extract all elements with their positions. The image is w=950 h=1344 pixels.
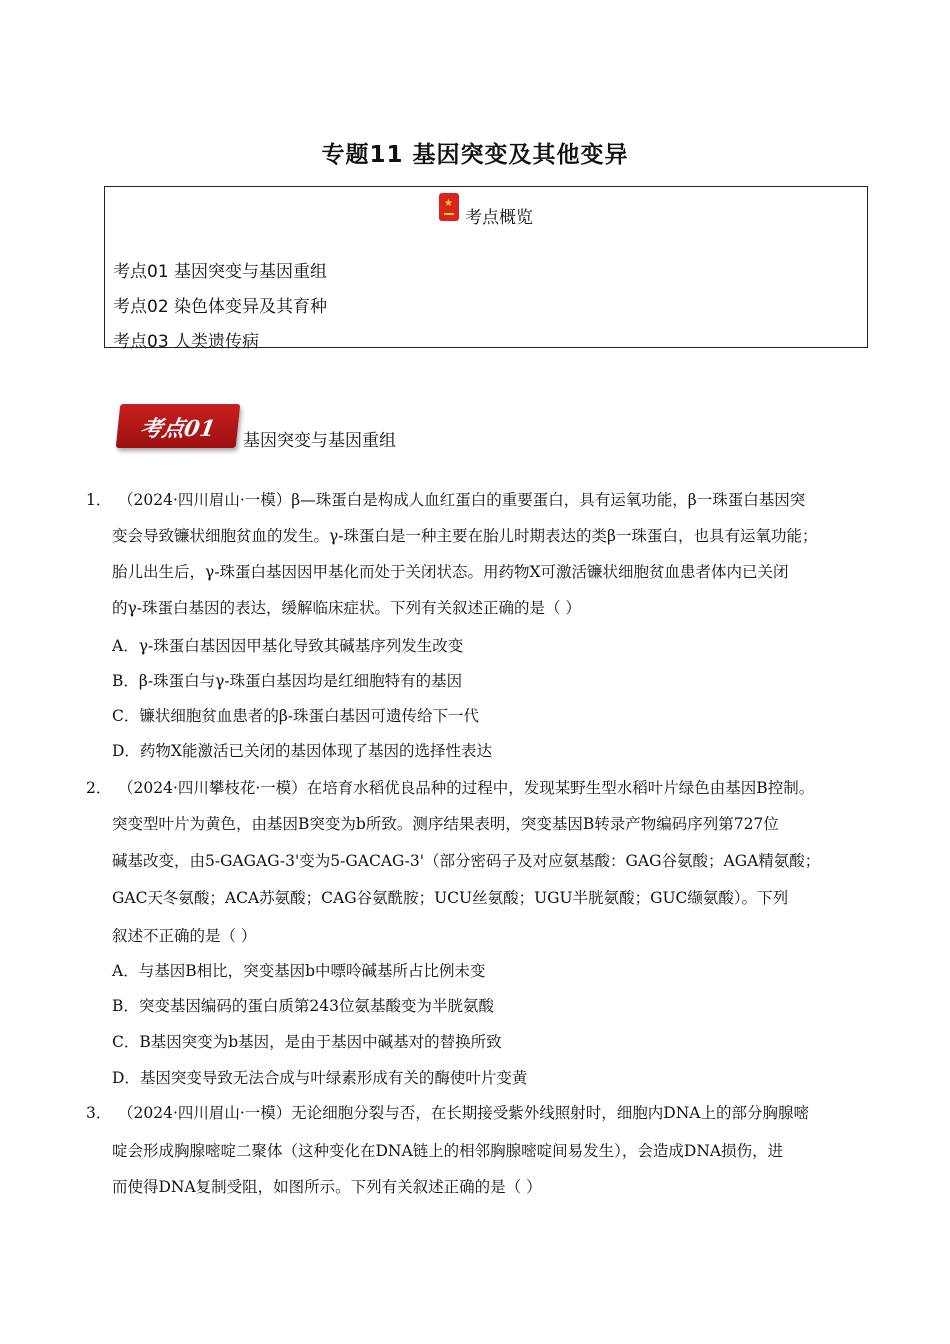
question-line: 叙述不正确的是（ ） xyxy=(112,927,257,945)
overview-item: 考点02 染色体变异及其育种 xyxy=(113,297,328,317)
overview-item: 考点01 基因突变与基因重组 xyxy=(113,262,328,282)
option-c: C．镰状细胞贫血患者的β-珠蛋白基因可遗传给下一代 xyxy=(112,707,480,725)
question-number: 1． xyxy=(86,491,112,509)
overview-header xyxy=(105,203,867,231)
option-d: D．药物X能激活已关闭的基因体现了基因的选择性表达 xyxy=(112,742,492,760)
book-icon xyxy=(439,193,459,221)
option-c: C．B基因突变为b基因，是由于基因中碱基对的替换所致 xyxy=(112,1033,502,1051)
question-line: GAC天冬氨酸；ACA苏氨酸；CAG谷氨酰胺；UCU丝氨酸；UGU半胱氨酸；GUC缬氨酸）。下列 xyxy=(112,889,789,907)
option-d: D．基因突变导致无法合成与叶绿素形成有关的酶使叶片变黄 xyxy=(112,1069,528,1087)
question-line: （2024·四川攀枝花·一模）在培育水稻优良品种的过程中，发现某野生型水稻叶片绿色由基因B控制。 xyxy=(118,779,815,797)
question-number: 3． xyxy=(86,1104,112,1122)
section-badge xyxy=(116,404,241,448)
question-number: 2． xyxy=(86,779,112,797)
section-title: 基因突变与基因重组 xyxy=(243,431,396,451)
overview-item: 考点03 人类遗传病 xyxy=(113,332,260,352)
overview-box xyxy=(104,186,868,352)
option-b: B．突变基因编码的蛋白质第243位氨基酸变为半胱氨酸 xyxy=(112,997,494,1015)
page-title: 专题11 基因突变及其他变异 xyxy=(321,142,629,168)
question-line: （2024·四川眉山·一模）无论细胞分裂与否，在长期接受紫外线照射时，细胞内DNA上的部分胸腺嘧 xyxy=(118,1104,809,1122)
question-line: 的γ-珠蛋白基因的表达，缓解临床症状。下列有关叙述正确的是（ ） xyxy=(112,599,581,617)
question-line: 碱基改变，由5-GAGAG-3'变为5-GACAG-3'（部分密码子及对应氨基酸：GAG谷氨酸；AGA精氨酸； xyxy=(112,852,821,870)
option-a: A．与基因B相比，突变基因b中嘌呤碱基所占比例未变 xyxy=(112,962,486,980)
question-line: 胎儿出生后，γ-珠蛋白基因因甲基化而处于关闭状态。用药物X可激活镰状细胞贫血患者体内已关闭 xyxy=(112,563,789,581)
question-line: 突变型叶片为黄色，由基因B突变为b所致。测序结果表明，突变基因B转录产物编码序列第727位 xyxy=(112,815,779,833)
option-b: B．β-珠蛋白与γ-珠蛋白基因均是红细胞特有的基因 xyxy=(112,672,463,690)
question-line: 而使得DNA复制受阻，如图所示。下列有关叙述正确的是（ ） xyxy=(112,1178,542,1196)
question-line: 啶会形成胸腺嘧啶二聚体（这种变化在DNA链上的相邻胸腺嘧啶间易发生），会造成DNA损伤，进 xyxy=(112,1142,784,1160)
question-line: （2024·四川眉山·一模）β—珠蛋白是构成人血红蛋白的重要蛋白，具有运氧功能，β一珠蛋白基因突 xyxy=(118,491,806,509)
option-a: A．γ-珠蛋白基因因甲基化导致其碱基序列发生改变 xyxy=(112,637,464,655)
question-line: 变会导致镰状细胞贫血的发生。γ-珠蛋白是一种主要在胎儿时期表达的类β一珠蛋白，也具有运氧功能； xyxy=(112,527,818,545)
overview-heading: 考点概览 xyxy=(465,208,533,228)
section-badge-label: 考点01 xyxy=(137,416,218,442)
